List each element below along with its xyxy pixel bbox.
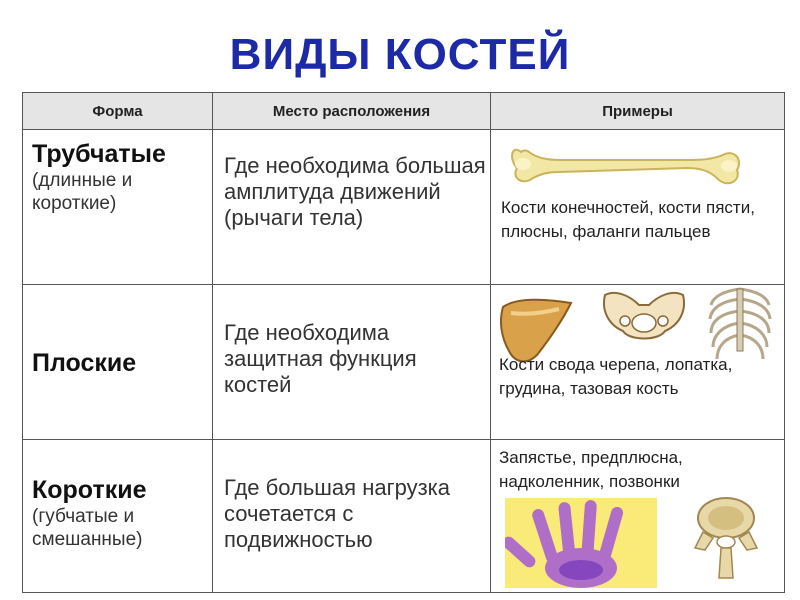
bone-type-name: Короткие (32, 476, 147, 504)
long-bone-icon (507, 138, 745, 194)
header-examples: Примеры (491, 93, 785, 130)
examples-text: Кости свода черепа, лопатка, грудина, тазовая кость (499, 355, 733, 398)
examples-text: Кости конечностей, кости пясти, плюсны, фаланги пальцев (501, 198, 755, 241)
table-row (23, 440, 785, 593)
header-form: Форма (23, 93, 213, 130)
table-row (23, 285, 785, 440)
header-location: Место расположения (213, 93, 491, 130)
form-cell (23, 285, 213, 440)
vertebra-icon (691, 496, 761, 582)
bone-type-subtitle: (губчатые и смешанные) (32, 506, 143, 550)
form-cell (23, 440, 213, 593)
wrist-xray-icon (505, 498, 657, 588)
examples-cell (491, 130, 785, 285)
table-row (23, 130, 785, 285)
location-cell (213, 285, 491, 440)
bone-types-table (22, 92, 785, 593)
bone-type-name: Трубчатые (32, 140, 166, 168)
form-cell (23, 130, 213, 285)
examples-text: Запястье, предплюсна, надколенник, позвонки (499, 448, 683, 491)
location-text: Где большая нагрузка сочетается с подвижностью (224, 475, 451, 552)
location-cell (213, 130, 491, 285)
table-header-row (23, 93, 785, 130)
page-title: ВИДЫ КОСТЕЙ (229, 30, 571, 79)
location-text: Где необходима большая амплитуда движений (рычаги тела) (224, 153, 486, 230)
pelvis-icon (599, 287, 689, 345)
bone-type-subtitle: (длинные и короткие) (32, 170, 133, 214)
examples-cell (491, 285, 785, 440)
examples-cell (491, 440, 785, 593)
location-text: Где необходима защитная функция костей (224, 320, 417, 397)
location-cell (213, 440, 491, 593)
bone-type-name: Плоские (32, 349, 137, 377)
